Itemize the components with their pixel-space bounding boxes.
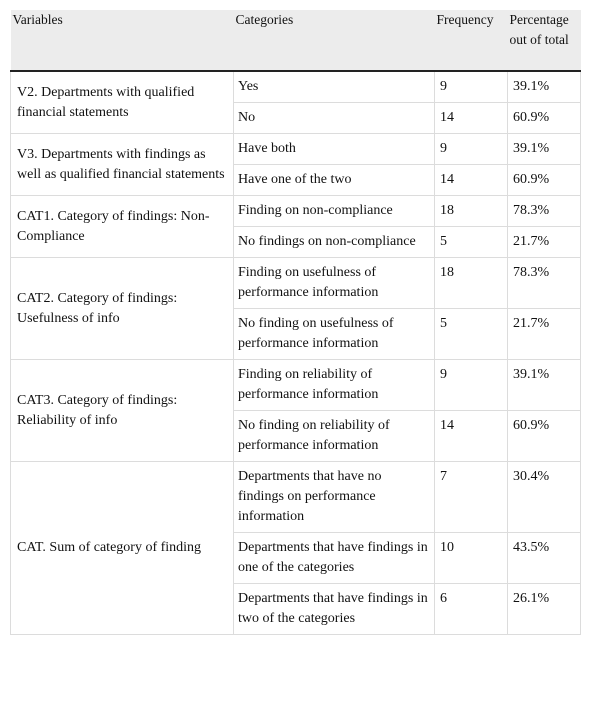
frequency-cell: 7 — [435, 462, 508, 533]
category-cell: No — [234, 103, 435, 134]
category-cell: No finding on reliability of performance information — [234, 411, 435, 462]
frequency-cell: 9 — [435, 360, 508, 411]
percentage-cell: 21.7% — [508, 227, 581, 258]
variable-cell-v3: V3. Departments with findings as well as qualified financial statements — [11, 134, 234, 196]
header-frequency: Frequency — [435, 10, 508, 71]
percentage-cell: 43.5% — [508, 533, 581, 584]
frequency-cell: 9 — [435, 71, 508, 103]
variable-cell-cat2: CAT2. Category of findings: Usefulness of info — [11, 258, 234, 360]
category-cell: Departments that have findings in two of the categories — [234, 584, 435, 635]
table-row — [11, 258, 581, 309]
frequency-cell: 14 — [435, 165, 508, 196]
frequency-cell: 5 — [435, 309, 508, 360]
table-row — [11, 71, 581, 103]
category-cell: No findings on non-compliance — [234, 227, 435, 258]
frequency-cell: 10 — [435, 533, 508, 584]
percentage-cell: 60.9% — [508, 411, 581, 462]
percentage-cell: 26.1% — [508, 584, 581, 635]
percentage-cell: 60.9% — [508, 103, 581, 134]
percentage-cell: 39.1% — [508, 360, 581, 411]
frequency-cell: 14 — [435, 103, 508, 134]
table-row — [11, 360, 581, 411]
variable-cell-cat: CAT. Sum of category of finding — [11, 462, 234, 635]
percentage-cell: 78.3% — [508, 258, 581, 309]
category-cell: Finding on non-compliance — [234, 196, 435, 227]
header-variables: Variables — [11, 10, 234, 71]
frequency-cell: 6 — [435, 584, 508, 635]
header-row — [11, 10, 581, 71]
percentage-cell: 30.4% — [508, 462, 581, 533]
table-row — [11, 196, 581, 227]
percentage-cell: 39.1% — [508, 71, 581, 103]
frequency-cell: 14 — [435, 411, 508, 462]
frequency-table — [10, 10, 581, 635]
category-cell: Yes — [234, 71, 435, 103]
percentage-cell: 39.1% — [508, 134, 581, 165]
percentage-cell: 78.3% — [508, 196, 581, 227]
frequency-cell: 9 — [435, 134, 508, 165]
variable-cell-cat3: CAT3. Category of findings: Reliability of info — [11, 360, 234, 462]
category-cell: Departments that have no findings on performance information — [234, 462, 435, 533]
percentage-cell: 21.7% — [508, 309, 581, 360]
variable-cell-cat1: CAT1. Category of findings: Non-Compliance — [11, 196, 234, 258]
percentage-cell: 60.9% — [508, 165, 581, 196]
category-cell: Have one of the two — [234, 165, 435, 196]
category-cell: Finding on reliability of performance information — [234, 360, 435, 411]
category-cell: No finding on usefulness of performance information — [234, 309, 435, 360]
category-cell: Finding on usefulness of performance information — [234, 258, 435, 309]
table-row — [11, 462, 581, 533]
category-cell: Departments that have findings in one of the categories — [234, 533, 435, 584]
category-cell: Have both — [234, 134, 435, 165]
header-categories: Categories — [234, 10, 435, 71]
frequency-cell: 18 — [435, 196, 508, 227]
variable-cell-v2: V2. Departments with qualified financial statements — [11, 71, 234, 134]
table-row — [11, 134, 581, 165]
frequency-cell: 5 — [435, 227, 508, 258]
frequency-cell: 18 — [435, 258, 508, 309]
header-percentage: Percentage out of total — [508, 10, 581, 71]
